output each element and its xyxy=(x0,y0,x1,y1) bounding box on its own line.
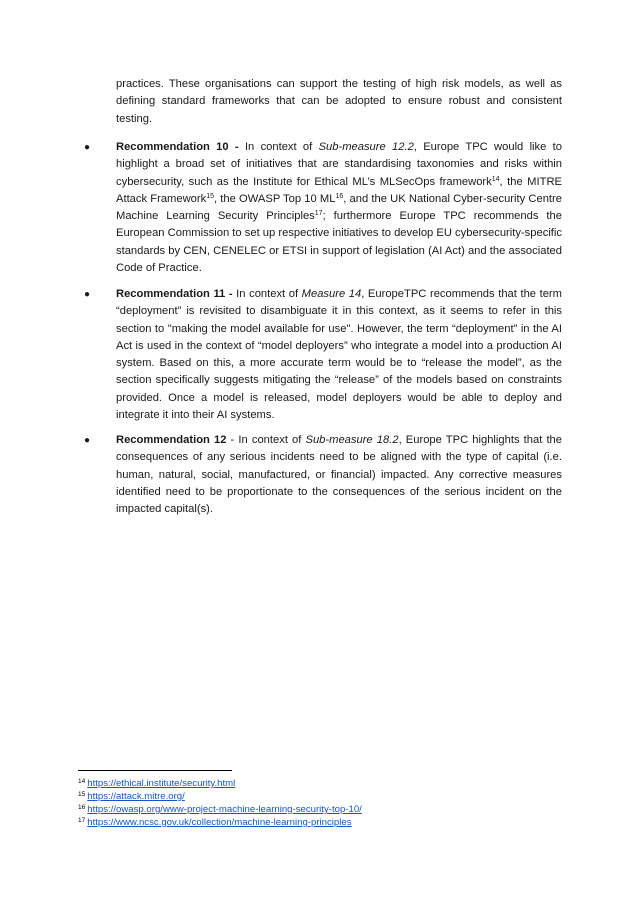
footnote-ref[interactable]: 14 xyxy=(491,175,500,183)
bullet-icon: ● xyxy=(84,142,91,153)
footnote-number: 17 xyxy=(78,817,86,824)
rec10-text: , and the UK National Cyber-security Centre Machine Learning Security Principles xyxy=(116,192,562,223)
footnote-17 xyxy=(78,815,352,828)
recommendation-12 xyxy=(116,432,562,518)
recommendation-11 xyxy=(116,286,562,424)
rec10-text: , the MITRE Attack Framework xyxy=(116,175,562,205)
rec12-ref: Sub-measure 18.2 xyxy=(305,434,399,446)
rec10-ref: Sub-measure 12.2 xyxy=(318,141,414,153)
footnote-number: 16 xyxy=(78,804,86,811)
footnote-15 xyxy=(78,789,185,802)
rec10-text: , Europe TPC would like to highlight a broad set of initiatives that are standardising taxonomies and risks within cybersecurity, such as the Institute for Ethical ML’s MLSecOps framework xyxy=(116,141,562,188)
rec10-text: ; furthermore Europe TPC recommends the European Commission to set up respective initiatives to develop EU cybersecurity-specific standards by CEN, CENELEC or ETSI in support of legislation (AI Act) and the associated Code of Practice. xyxy=(116,210,562,275)
rec11-text: In context of xyxy=(232,288,302,300)
bullet-icon: ● xyxy=(84,435,91,446)
rec11-text: , EuropeTPC recommends that the term “deployment” is revisited to disambiguate it in this context, as it seems to refer in this section to "making the model available for use". However, the term “deployment” in the AI Act is used in the context of “model deployers” who integrate a model into a production AI system. Based on this, a more accurate term would be to “release the model”, as the section specifically suggests mitigating the “release” of the models based on constraints provided. Once a model is released, model deployers would be able to deploy and integrate it into their AI systems. xyxy=(116,288,562,422)
intro-paragraph: practices. These organisations can support the testing of high risk models, as well as defining standard frameworks that can be adopted to ensure robust and consistent testing. xyxy=(116,78,562,125)
rec11-ref: Measure 14 xyxy=(301,288,362,300)
bullet-icon: ● xyxy=(84,289,91,300)
rec12-text: - In context of xyxy=(226,434,306,446)
footnote-number: 14 xyxy=(78,778,86,785)
footnote-link[interactable]: https://ethical.institute/security.html xyxy=(87,778,236,789)
footnote-14 xyxy=(78,776,235,789)
footnote-link[interactable]: https://owasp.org/www-project-machine-learning-security-top-10/ xyxy=(87,804,362,815)
footnote-link[interactable]: https://www.ncsc.gov.uk/collection/machine-learning-principles xyxy=(87,817,352,828)
footnote-ref[interactable]: 15 xyxy=(206,192,215,200)
footnote-ref[interactable]: 16 xyxy=(335,192,344,200)
rec12-text: , Europe TPC highlights that the consequences of any serious incidents need to be aligned with the type of capital (i.e. human, natural, social, manufactured, or financial) impacted. Any corrective measures identified need to be proportionate to the consequences of the serious incident on the impacted capital(s). xyxy=(116,434,562,516)
footnote-ref[interactable]: 17 xyxy=(314,210,323,218)
recommendation-10 xyxy=(116,139,562,277)
rec11-label: Recommendation 11 - xyxy=(116,288,233,300)
rec10-text: , the OWASP Top 10 ML xyxy=(214,192,336,205)
rec10-text: In context of xyxy=(238,141,319,153)
footnote-16 xyxy=(78,802,362,815)
footnote-divider xyxy=(78,770,232,771)
rec12-label: Recommendation 12 xyxy=(116,434,227,446)
rec10-label: Recommendation 10 - xyxy=(116,141,239,153)
footnote-number: 15 xyxy=(78,791,86,798)
footnote-link[interactable]: https://attack.mitre.org/ xyxy=(87,791,185,802)
